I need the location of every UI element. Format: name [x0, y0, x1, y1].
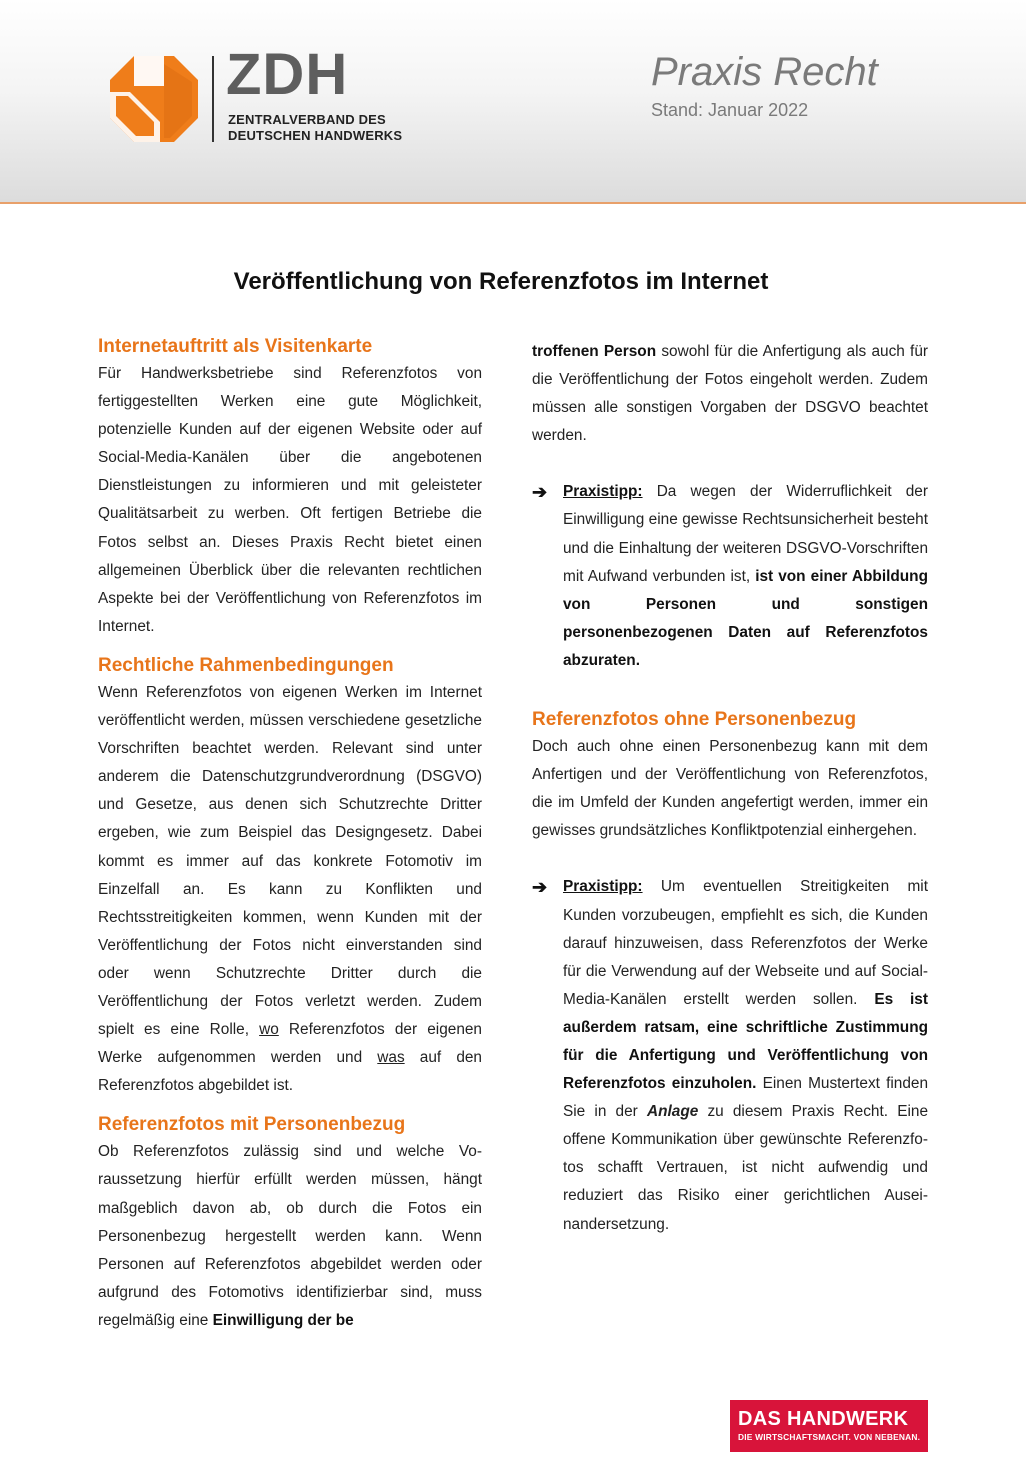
arrow-right-icon: ➔ — [532, 877, 548, 898]
logo-subtitle — [228, 112, 402, 144]
text-run: Einen Mustertext finden Sie in der — [563, 1075, 929, 1121]
logo-subtitle-line2: DEUTSCHEN HANDWERKS — [228, 128, 403, 143]
section-heading-rahmenbedingungen: Rechtliche Rahmenbedingungen — [98, 654, 394, 676]
text-run: auf den Referenzfotos abgebildet ist. — [98, 1049, 482, 1095]
logo-subtitle-line1: ZENTRALVERBAND DES — [228, 112, 386, 127]
bold-text: Einwilligung der be — [212, 1311, 354, 1329]
underlined-word-was: was — [377, 1049, 405, 1067]
text-run: Ob Referenzfotos zulässig sind und welche Voraussetzung hierfür erfüllt werden müssen, hängt maßgeblich davon ab, ob durch die Fotos ein Personenbezug hergestellt werden kann. Wenn Personen auf Referenzfotos abgebildet werden oder aufgrund des Fotomotivs identifizierbar sind, muss regelmäßig eine — [98, 1143, 482, 1329]
das-handwerk-logo — [730, 1400, 928, 1452]
section-heading-ohne-personenbezug: Referenzfotos ohne Personenbezug — [532, 709, 857, 731]
paragraph-visitenkarte: Für Handwerksbetriebe sind Referenzfotos von fertiggestellten Werken eine gute Möglichkeit, potenzielle Kunden auf der eigenen Website oder auf Social-Media-Kanälen über die angebotenen Dienstleistungen zu informieren und mit geleisteter Qualitätsarbeit zu werben. Oft fertigen Betriebe die Fotos selbst an. Dieses Praxis Recht bietet einen allgemeinen Überblick über die relevanten rechtlichen Aspekte bei der Veröffentlichung von Referenzfotos im Internet. — [98, 365, 482, 635]
text-run: Wenn Referenzfotos von eigenen Werken im Internet veröffentlicht werden, müssen verschiedene gesetzliche Vorschriften beachtet werden. Relevant sind unter anderem die Datenschutzgrundverordnung (DSGVO) und Gesetze, aus denen sich Schutzrechte Dritter ergeben, wie zum Beispiel das Designgesetz. Dabei kommt es immer auf das konkrete Fotomotiv im Einzelfall an. Es kann zu Konflikten und Rechtsstreitigkeiten kommen, wenn Kunden mit der Veröffentlichung der Fotos nicht einverstanden sind oder wenn Schutzrechte Dritter durch die Veröffentlichung der Fotos verletzt werden. Zudem spielt es eine Rolle, — [98, 683, 482, 1039]
anlage-reference: Anlage — [646, 1103, 699, 1121]
page-header — [0, 0, 1026, 204]
brand-slogan: DIE WIRTSCHAFTSMACHT. VON NEBENAN. — [738, 1432, 921, 1442]
text-run: Referenzfotos der eigenen Werke aufgenommen werden und — [98, 1021, 482, 1067]
document-type: Praxis Recht — [651, 50, 878, 94]
text-run: Da wegen der Widerruflichkeit der Einwilligung eine gewisse Rechtsunsicherheit besteht und die Einhaltung der weiteren DSGVO-Vorschriften mit Aufwand verbunden ist, — [563, 483, 928, 585]
text-run: zu diesem Praxis Recht. Eine offene Kommunikation über gewünschte Referenzfotos schafft Vertrauen, ist nicht aufwendig und reduziert das Risiko einer gerichtlichen Auseinandersetzung. — [563, 1103, 929, 1233]
praxistipp-box-1 — [532, 478, 928, 675]
praxistipp-label: Praxistipp: — [563, 878, 643, 896]
left-column — [98, 334, 482, 1335]
paragraph-ohne-personenbezug: Doch auch ohne einen Personenbezug kann mit dem Anfertigen und der Veröffentlichung von Referenzfotos, die im Umfeld der Kunden angefertigt werden, immer ein gewisses grundsätzliches Konfliktpotenzial einhergehen. — [532, 738, 928, 840]
underlined-word-wo: wo — [259, 1021, 279, 1039]
bold-text: Es ist außerdem ratsam, eine schriftliche Zustimmung für die Anfertigung und Veröffentlichung von Referenzfotos einzuholen. — [563, 990, 928, 1093]
zdh-logo-icon — [108, 54, 200, 144]
document-date: Stand: Januar 2022 — [651, 100, 809, 120]
praxistipp-label: Praxistipp: — [563, 483, 643, 501]
bold-text: ist von einer Abbildung von Personen und sonstigen personenbezogenen Daten auf Referenzfotos abzuraten. — [563, 567, 928, 669]
brand-name: DAS HANDWERK — [738, 1408, 909, 1430]
page-title: Veröffentlichung von Referenzfotos im Internet — [233, 268, 769, 295]
paragraph-rahmenbedingungen — [98, 679, 482, 1100]
logo-divider — [212, 56, 214, 142]
text-run: sowohl für die Anfertigung als auch für die Veröffentlichung der Fotos eingeholt werden. Zudem müssen alle sonstigen Vorgaben der DSGVO beachtet werden. — [532, 343, 929, 445]
paragraph-mit-personenbezug — [98, 1138, 482, 1335]
arrow-right-icon: ➔ — [532, 482, 548, 503]
section-heading-visitenkarte: Internetauftritt als Visitenkarte — [98, 336, 373, 357]
praxistipp-box-2 — [532, 873, 928, 1238]
logo-abbreviation: ZDH — [226, 42, 349, 107]
bold-text: troffenen Person — [532, 343, 657, 360]
section-heading-mit-personenbezug: Referenzfotos mit Personenbezug — [98, 1114, 406, 1136]
right-column — [532, 338, 928, 1239]
paragraph-mit-personenbezug-continued — [532, 338, 928, 450]
text-run: Um eventuellen Streitigkeiten mit Kunden vorzubeugen, empfiehlt es sich, die Kunden darauf hinzuweisen, dass Referenzfotos der Werke für die Verwendung auf der Webseite und auf Social-Media-Kanälen erstellt werden sollen. — [563, 878, 928, 1008]
